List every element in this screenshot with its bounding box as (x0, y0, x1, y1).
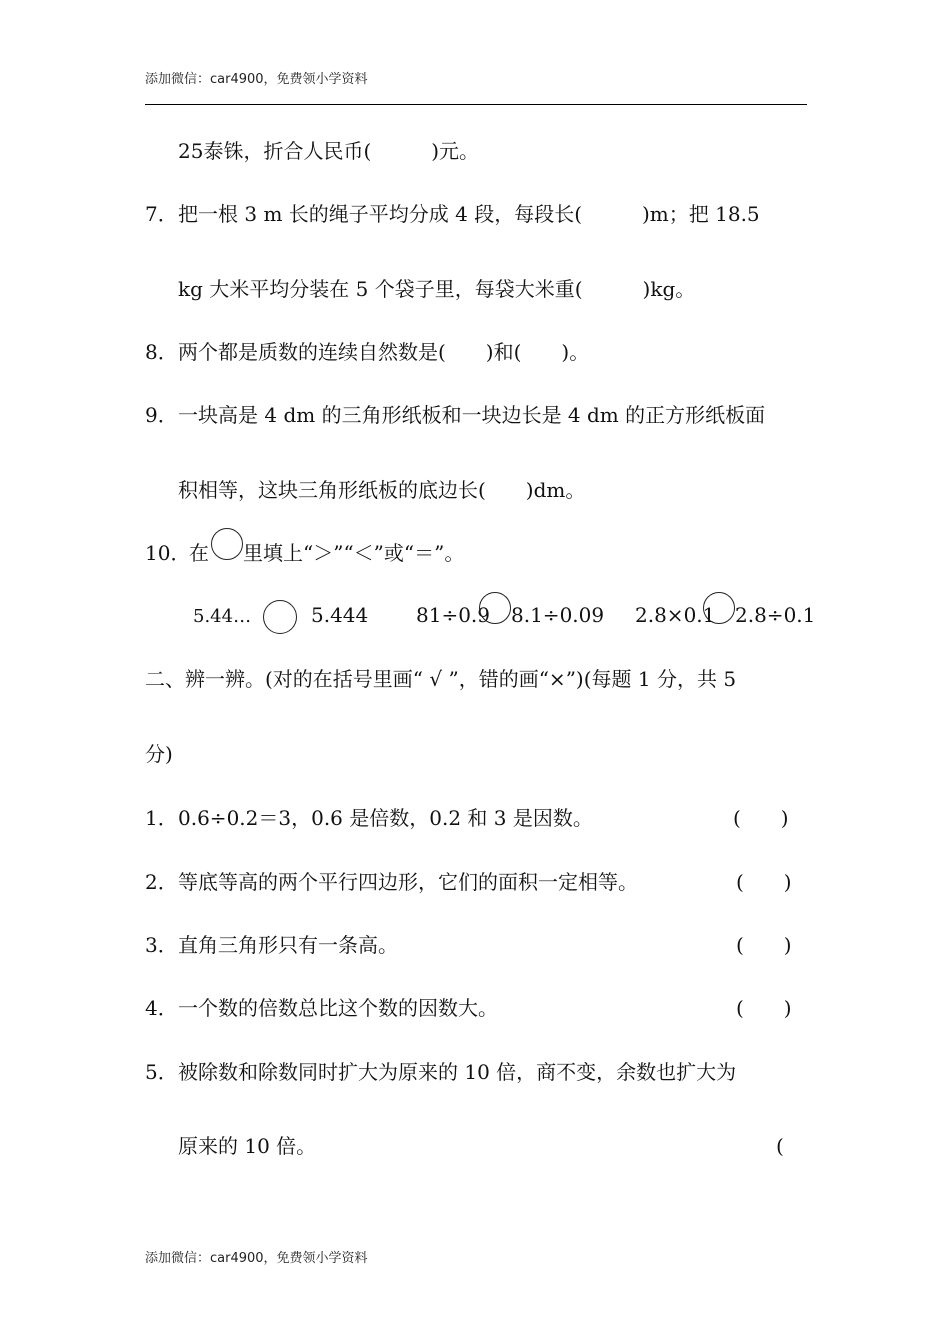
header-watermark: 添加微信：car4900，免费领小学资料 (145, 72, 368, 87)
q9-line2: 积相等，这块三角形纸板的底边长( )dm。 (178, 478, 586, 502)
q10-after: 里填上“＞”“＜”或“＝”。 (243, 541, 465, 565)
judge-item5-text: 被除数和除数同时扩大为原来的 10 倍，商不变，余数也扩大为 (178, 1060, 737, 1084)
q6-continuation: 25泰铢，折合人民币( )元。 (178, 139, 480, 163)
judge-item1-text: 0.6÷0.2＝3，0.6 是倍数，0.2 和 3 是因数。 (178, 806, 593, 830)
judge-item4-number: 4． (145, 996, 178, 1020)
q8-number: 8． (145, 340, 178, 364)
judge-item1-answer[interactable]: ( ) (733, 806, 789, 830)
q9-number: 9． (145, 403, 178, 427)
q10-item2-right: 8.1÷0.09 (511, 603, 605, 627)
judge-item3-text: 直角三角形只有一条高。 (178, 933, 398, 957)
judge-item2-number: 2． (145, 870, 178, 894)
header-rule (145, 104, 807, 105)
q7-number: 7． (145, 202, 178, 226)
q10-before: 在 (189, 541, 209, 565)
judge-item2-answer[interactable]: ( ) (736, 870, 792, 894)
judge-item5-answer[interactable]: ( (776, 1134, 784, 1158)
q10-item1-left: 5.44… (193, 606, 252, 627)
judge-item2-text: 等底等高的两个平行四边形，它们的面积一定相等。 (178, 870, 638, 894)
q10-item3-left: 2.8×0.1 (635, 603, 716, 627)
q10-number: 10． (145, 541, 191, 565)
q10-item3-circle[interactable] (703, 592, 735, 624)
q9-line1: 一块高是 4 dm 的三角形纸板和一块边长是 4 dm 的正方形纸板面 (178, 403, 766, 427)
judge-item4-text: 一个数的倍数总比这个数的因数大。 (178, 996, 498, 1020)
judge-item1-number: 1． (145, 806, 178, 830)
q8-text: 两个都是质数的连续自然数是( )和( )。 (178, 340, 590, 364)
judge-item5-number: 5． (145, 1060, 178, 1084)
q10-item3-right: 2.8÷0.1 (735, 603, 816, 627)
q10-item2-circle[interactable] (479, 592, 511, 624)
judge-item4-answer[interactable]: ( ) (736, 996, 792, 1020)
judge-item3-number: 3． (145, 933, 178, 957)
section2-title-line2: 分) (145, 742, 173, 766)
q10-item2-left: 81÷0.9 (416, 603, 491, 627)
judge-item5-text-line2: 原来的 10 倍。 (178, 1134, 317, 1158)
q7-line2: kg 大米平均分装在 5 个袋子里，每袋大米重( )kg。 (178, 277, 696, 301)
q10-item1-circle[interactable] (263, 600, 297, 634)
q7-line1: 把一根 3 m 长的绳子平均分成 4 段，每段长( )m；把 18.5 (178, 202, 760, 226)
footer-watermark: 添加微信：car4900，免费领小学资料 (145, 1251, 368, 1266)
section2-title-line1: 二、辨一辨。(对的在括号里画“ √ ”，错的画“×”)(每题 1 分，共 5 (145, 667, 737, 691)
q10-item1-right: 5.444 (311, 603, 369, 627)
judge-item3-answer[interactable]: ( ) (736, 933, 792, 957)
compare-circle-icon (211, 528, 243, 560)
